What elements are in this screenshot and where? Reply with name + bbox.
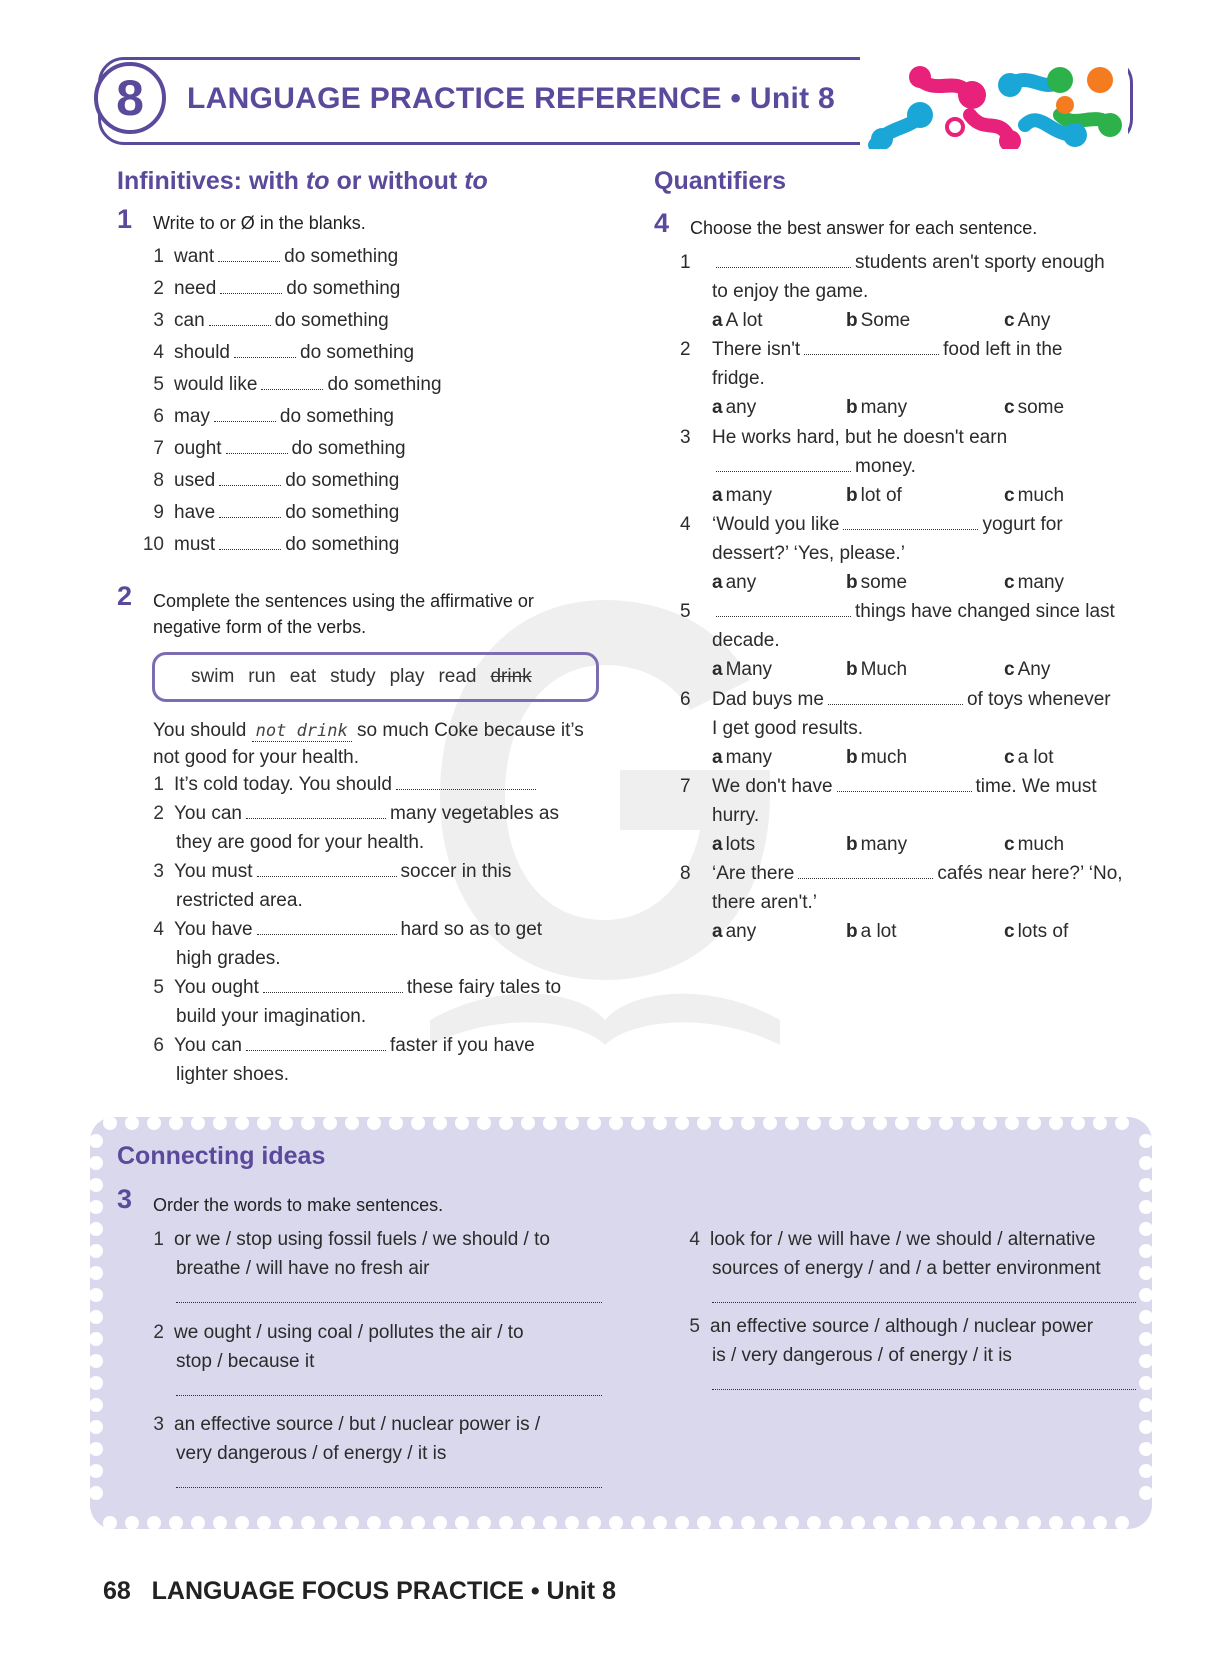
item-text: You can — [174, 1035, 242, 1056]
item-rest: do something — [286, 278, 401, 299]
item-number: 7 — [153, 438, 164, 459]
answer-line[interactable] — [712, 1388, 1136, 1390]
answer-option-a[interactable] — [712, 397, 756, 419]
option-text: Any — [1017, 310, 1051, 331]
exercise-number-2: 2 — [117, 581, 133, 611]
exercise-2-instruction-line1: Complete the sentences using the affirmative or — [153, 591, 534, 611]
item-number: 5 — [689, 1316, 700, 1337]
item-rest: do something — [300, 342, 415, 363]
answer-option-c[interactable] — [1004, 747, 1054, 769]
exercise-2-item — [142, 977, 561, 999]
exercise-1-item — [142, 246, 398, 268]
item-number: 4 — [153, 919, 164, 940]
exercise-1-item — [142, 502, 399, 524]
word-run: run — [248, 666, 276, 687]
option-letter: c — [1004, 921, 1015, 943]
item-number: 5 — [153, 977, 164, 998]
item-text: I get good results. — [712, 717, 864, 739]
answer-option-c[interactable] — [1004, 397, 1064, 419]
exercise-2-instruction-line2: negative form of the verbs. — [153, 617, 367, 637]
item-text: cafés near here?’ ‘No, — [937, 863, 1123, 885]
answer-option-b[interactable] — [846, 397, 907, 419]
item-text: We don't have — [712, 775, 833, 797]
item-number: 4 — [689, 1229, 700, 1250]
exercise-number-4: 4 — [654, 208, 670, 238]
exercise-3-item-line2: sources of energy / and / a better environment — [712, 1258, 1101, 1279]
item-number: 9 — [153, 502, 164, 523]
footer-title: LANGUAGE FOCUS PRACTICE • Unit 8 — [151, 1577, 616, 1605]
exercise-4-item-line2 — [712, 630, 780, 652]
option-letter: c — [1004, 397, 1015, 419]
exercise-4-item — [680, 339, 1062, 361]
answer-option-c[interactable] — [1004, 485, 1064, 507]
item-verb: used — [174, 470, 216, 491]
item-text: Dad buys me — [712, 688, 824, 710]
answer-blank[interactable] — [219, 535, 281, 550]
option-letter: a — [712, 921, 723, 943]
exercise-4-item — [680, 514, 1063, 536]
option-text: lots — [725, 833, 756, 855]
quantifiers-section-title: Quantifiers — [654, 167, 786, 195]
item-text: faster if you have — [389, 1035, 535, 1056]
option-letter: b — [846, 397, 858, 419]
infinitives-section-title: Infinitives: with to or without to — [117, 167, 488, 195]
option-text: a lot — [1017, 746, 1054, 768]
unit-number-badge: 8 — [94, 62, 166, 134]
item-verb: need — [174, 278, 217, 299]
answer-blank[interactable] — [219, 471, 281, 486]
example-answer: not drink — [252, 721, 352, 742]
item-text: food left in the — [943, 339, 1063, 361]
answer-blank[interactable] — [804, 340, 939, 355]
item-verb: should — [174, 342, 230, 363]
item-verb: ought — [174, 438, 222, 459]
exercise-1-item — [142, 310, 389, 332]
answer-option-b[interactable] — [846, 921, 897, 943]
exercise-4-item-line2 — [712, 543, 905, 565]
option-text: a lot — [860, 921, 897, 943]
option-text: any — [725, 571, 757, 593]
option-letter: c — [1004, 310, 1015, 331]
answer-blank[interactable] — [234, 343, 296, 358]
option-text: Much — [860, 659, 908, 681]
item-text: students aren't sporty enough — [855, 252, 1105, 273]
answer-option-b[interactable] — [846, 834, 907, 856]
option-text: Many — [725, 659, 773, 681]
exercise-2-item — [142, 1035, 535, 1057]
item-number: 2 — [153, 278, 164, 299]
option-letter: c — [1004, 746, 1015, 768]
answer-option-b[interactable] — [846, 747, 907, 769]
answer-blank[interactable] — [716, 253, 851, 268]
exercise-2-item-line2: restricted area. — [176, 890, 303, 911]
page-footer — [103, 1577, 616, 1606]
item-text: many vegetables as — [389, 803, 559, 824]
exercise-3-item — [678, 1316, 1093, 1338]
exercise-4-item — [680, 252, 1105, 274]
option-letter: b — [846, 659, 858, 681]
option-text: many — [1017, 571, 1065, 593]
answer-blank[interactable] — [220, 279, 282, 294]
option-text: Some — [860, 310, 911, 331]
answer-blank[interactable] — [716, 602, 851, 617]
answer-blank[interactable] — [798, 864, 933, 879]
exercise-4-instruction: Choose the best answer for each sentence. — [690, 218, 1038, 238]
exercise-4-item — [680, 601, 1115, 623]
option-text: much — [1017, 833, 1065, 855]
exercise-3-item — [142, 1229, 550, 1251]
item-number: 6 — [680, 688, 691, 710]
answer-blank[interactable] — [257, 862, 397, 877]
item-number: 3 — [153, 861, 164, 882]
exercise-1-item — [142, 374, 442, 396]
item-rest: do something — [279, 406, 394, 427]
exercise-2-item — [142, 861, 511, 883]
item-rest: do something — [274, 310, 389, 331]
answer-blank[interactable] — [263, 978, 403, 993]
answer-option-a[interactable] — [712, 572, 756, 594]
option-letter: a — [712, 310, 723, 331]
answer-blank[interactable] — [226, 439, 288, 454]
item-number: 2 — [680, 339, 691, 361]
option-text: many — [725, 484, 773, 506]
exercise-2-item-line2: build your imagination. — [176, 1006, 367, 1027]
option-text: some — [1017, 397, 1065, 419]
item-rest: do something — [284, 246, 399, 267]
item-verb: may — [174, 406, 210, 427]
exercise-3-item-line2: stop / because it — [176, 1351, 315, 1372]
exercise-3-instruction: Order the words to make sentences. — [153, 1195, 444, 1215]
option-text: any — [725, 921, 757, 943]
item-number: 3 — [153, 310, 164, 331]
answer-blank[interactable] — [209, 311, 271, 326]
answer-option-b[interactable] — [846, 659, 907, 681]
exercise-2-item-line2: high grades. — [176, 948, 281, 969]
item-text: You ought — [174, 977, 259, 998]
answer-blank[interactable] — [246, 1036, 386, 1051]
item-text: yogurt for — [982, 513, 1063, 535]
option-text: many — [860, 397, 908, 419]
option-text: A lot — [725, 310, 763, 331]
item-rest: do something — [285, 502, 400, 523]
option-letter: a — [712, 484, 723, 506]
item-text: You can — [174, 803, 242, 824]
item-text: decade. — [712, 630, 780, 652]
item-number: 2 — [153, 1322, 164, 1343]
item-text: of toys whenever — [966, 688, 1111, 710]
option-letter: a — [712, 833, 723, 855]
option-letter: a — [712, 746, 723, 768]
item-text: an effective source / but / nuclear power is / — [174, 1414, 541, 1435]
option-text: much — [1017, 484, 1065, 506]
exercise-2-item — [142, 803, 559, 825]
item-number: 2 — [153, 803, 164, 824]
answer-option-a[interactable] — [712, 834, 755, 856]
item-verb: can — [174, 310, 205, 331]
item-number: 8 — [153, 470, 164, 491]
answer-option-c[interactable] — [1004, 834, 1064, 856]
answer-option-b[interactable] — [846, 572, 907, 594]
item-text: things have changed since last — [855, 601, 1115, 623]
item-number: 3 — [153, 1414, 164, 1435]
word-study: study — [330, 666, 376, 687]
item-number: 6 — [153, 406, 164, 427]
answer-blank[interactable] — [214, 407, 276, 422]
exercise-4-item-line2 — [712, 456, 916, 478]
option-letter: b — [846, 571, 858, 593]
option-text: much — [860, 746, 908, 768]
exercise-1-item — [142, 534, 399, 556]
option-text: lots of — [1017, 921, 1069, 943]
answer-blank[interactable] — [246, 804, 386, 819]
item-verb: have — [174, 502, 216, 523]
exercise-2-item-line2: lighter shoes. — [176, 1064, 290, 1085]
item-text: ‘Are there — [712, 863, 795, 885]
item-rest: do something — [291, 438, 406, 459]
item-number: 1 — [153, 1229, 164, 1250]
option-text: some — [860, 571, 908, 593]
word-drink-crossed-out: drink — [490, 666, 532, 687]
item-text: to enjoy the game. — [712, 281, 869, 302]
page-number: 68 — [103, 1577, 131, 1605]
exercise-1-item — [142, 470, 399, 492]
exercise-3-item — [142, 1322, 524, 1344]
option-letter: a — [712, 571, 723, 593]
answer-option-a[interactable] — [712, 747, 772, 769]
answer-line[interactable] — [176, 1301, 602, 1303]
exercise-number-1: 1 — [117, 204, 133, 234]
item-verb: would like — [174, 374, 258, 395]
item-number: 7 — [680, 775, 691, 797]
option-text: any — [725, 397, 757, 419]
item-rest: do something — [285, 534, 400, 555]
answer-blank[interactable] — [261, 375, 323, 390]
item-rest: do something — [327, 374, 442, 395]
item-number: 5 — [153, 374, 164, 395]
item-text: time. We must — [975, 775, 1097, 797]
option-letter: a — [712, 659, 723, 681]
item-text: dessert?’ ‘Yes, please.’ — [712, 542, 905, 564]
item-number: 3 — [680, 426, 691, 448]
item-text: You have — [174, 919, 253, 940]
item-number: 6 — [153, 1035, 164, 1056]
item-text: an effective source / although / nuclear power — [710, 1316, 1094, 1337]
exercise-3-item-line2: very dangerous / of energy / it is — [176, 1443, 447, 1464]
answer-blank[interactable] — [716, 457, 851, 472]
word-swim: swim — [191, 666, 235, 687]
answer-line[interactable] — [176, 1394, 602, 1396]
answer-blank[interactable] — [843, 515, 978, 530]
item-text: ‘Would you like — [712, 513, 840, 535]
item-text: There isn't — [712, 339, 801, 361]
word-read: read — [438, 666, 477, 687]
item-text: or we / stop using fossil fuels / we should / to — [174, 1229, 550, 1250]
option-letter: c — [1004, 571, 1015, 593]
item-text: money. — [855, 455, 916, 477]
exercise-4-item — [680, 689, 1111, 711]
answer-option-c[interactable] — [1004, 921, 1068, 943]
item-number: 1 — [680, 252, 691, 273]
exercise-3-item-line2: breathe / will have no fresh air — [176, 1258, 430, 1279]
option-letter: b — [846, 484, 858, 506]
option-letter: a — [712, 397, 723, 419]
exercise-4-item-line2 — [712, 718, 863, 740]
answer-line[interactable] — [712, 1301, 1136, 1303]
answer-line[interactable] — [176, 1486, 602, 1488]
word-eat: eat — [289, 666, 317, 687]
option-letter: b — [846, 921, 858, 943]
exercise-1-item — [142, 278, 400, 300]
exercise-2-example: You should not drink so much Coke because it’s — [153, 720, 584, 741]
item-verb: must — [174, 534, 216, 555]
page-title: LANGUAGE PRACTICE REFERENCE • Unit 8 — [187, 82, 836, 115]
connecting-ideas-title: Connecting ideas — [117, 1142, 326, 1170]
item-number: 4 — [153, 342, 164, 363]
answer-blank[interactable] — [396, 775, 536, 790]
exercise-2-example-line2: not good for your health. — [153, 747, 359, 768]
item-number: 1 — [153, 246, 164, 267]
option-text: Any — [1017, 659, 1051, 681]
decorative-molecule-graphic — [860, 55, 1128, 149]
item-text: He works hard, but he doesn't earn — [712, 426, 1008, 448]
item-number: 10 — [142, 534, 164, 555]
exercise-1-item — [142, 342, 414, 364]
answer-option-a[interactable] — [712, 310, 763, 332]
answer-option-b[interactable] — [846, 310, 910, 332]
exercise-4-item-line2 — [712, 805, 759, 827]
answer-option-c[interactable] — [1004, 310, 1050, 332]
item-text: You must — [174, 861, 253, 882]
item-text: we ought / using coal / pollutes the air / to — [174, 1322, 524, 1343]
item-text: hurry. — [712, 804, 760, 826]
option-letter: c — [1004, 484, 1015, 506]
answer-option-c[interactable] — [1004, 572, 1064, 594]
answer-blank[interactable] — [837, 777, 972, 792]
exercise-2-item — [142, 919, 542, 941]
exercise-2-item — [142, 774, 540, 796]
exercise-4-item — [680, 776, 1097, 798]
item-number: 5 — [680, 601, 691, 623]
exercise-4-item — [680, 863, 1123, 885]
item-text: It’s cold today. You should — [174, 774, 392, 795]
option-text: lot of — [860, 484, 902, 506]
item-text: soccer in this — [400, 861, 512, 882]
answer-option-a[interactable] — [712, 921, 756, 943]
item-text: these fairy tales to — [406, 977, 562, 998]
exercise-4-item-line2 — [712, 892, 817, 914]
answer-option-c[interactable] — [1004, 659, 1050, 681]
answer-option-a[interactable] — [712, 659, 772, 681]
exercise-4-item-line2 — [712, 368, 765, 390]
exercise-1-item — [142, 406, 394, 428]
exercise-number-3: 3 — [117, 1184, 133, 1214]
option-text: many — [725, 746, 773, 768]
item-text: there aren't.’ — [712, 892, 818, 914]
option-text: many — [860, 833, 908, 855]
answer-option-a[interactable] — [712, 485, 772, 507]
item-text: fridge. — [712, 368, 765, 390]
option-letter: b — [846, 833, 858, 855]
option-letter: c — [1004, 833, 1015, 855]
word-play: play — [389, 666, 425, 687]
item-text: look for / we will have / we should / alternative — [710, 1229, 1096, 1250]
item-text: hard so as to get — [400, 919, 543, 940]
exercise-2-item-line2: they are good for your health. — [176, 832, 425, 853]
exercise-1-instruction: Write to or Ø in the blanks. — [153, 213, 366, 233]
answer-blank[interactable] — [218, 247, 280, 262]
item-number: 1 — [153, 774, 164, 795]
item-rest: do something — [285, 470, 400, 491]
exercise-4-item — [680, 427, 1007, 449]
exercise-3-item-line2: is / very dangerous / of energy / it is — [712, 1345, 1012, 1366]
answer-blank[interactable] — [219, 503, 281, 518]
option-letter: b — [846, 746, 858, 768]
answer-blank[interactable] — [257, 920, 397, 935]
answer-option-b[interactable] — [846, 485, 902, 507]
item-number: 4 — [680, 513, 691, 535]
exercise-1-item — [142, 438, 406, 460]
exercise-3-item — [678, 1229, 1095, 1251]
answer-blank[interactable] — [828, 690, 963, 705]
option-letter: b — [846, 310, 858, 331]
item-verb: want — [174, 246, 215, 267]
item-number: 8 — [680, 863, 691, 885]
word-box — [152, 652, 599, 702]
option-letter: c — [1004, 659, 1015, 681]
exercise-3-item — [142, 1414, 540, 1436]
exercise-4-item-line2 — [712, 281, 868, 303]
